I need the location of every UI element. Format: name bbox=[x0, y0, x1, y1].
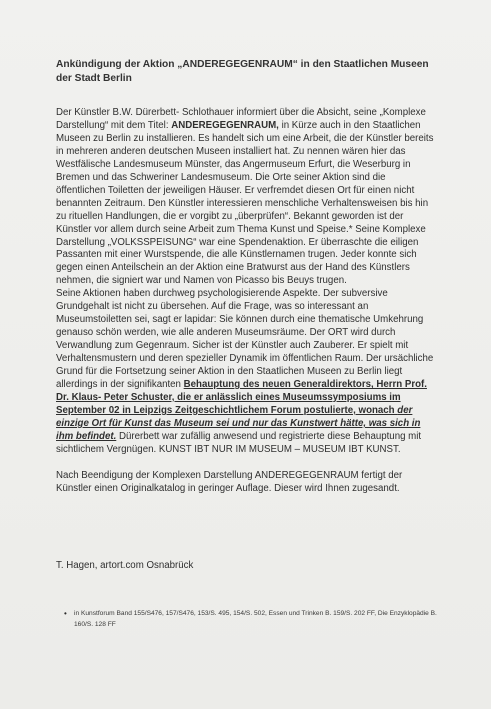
p2-text-c: Dürerbett war zufällig anwesend und registrierte diese Behauptung mit sichtlichem Vergnügen. KUNST IBT NUR IM MUSEUM – MUSEUM IBT KUNST. bbox=[56, 430, 422, 455]
paragraph-2 bbox=[56, 288, 436, 456]
p2-text-a: Seine Aktionen haben durchweg psychologisierende Aspekte. Der subversive Grundgehalt ist nicht zu übersehen. Auf die Frage, was so interessant an Museumstoiletten sei, sagt er lapidar: Sie können durch eine thematische Umkehrung genauso schön werden, wie alle anderen Museumsräume. Der ORT wird durch Verwandlung zum Gegenraum. Sicher ist der Künstler auch Zauberer. Er spielt mit Verhaltensmustern und deren spezieller Dynamik im öffentlichen Raum. Der ursächliche Grund für die Fortsetzung seiner Aktion in den Staatlichen Museen zu Berlin liegt allerdings in der signifikanten bbox=[56, 288, 434, 391]
underlined-italic-quote: der einzige Ort für Kunst das Museum sei und nur das Kunstwert hätte, was sich in ihm befindet. bbox=[56, 404, 421, 442]
paragraph-3: Nach Beendigung der Komplexen Darstellung ANDEREGEGENRAUM fertigt der Künstler einen Originalkatalog in geringer Auflage. Dieser wird Ihnen zugesandt. bbox=[56, 469, 403, 494]
underlined-quote: Behauptung des neuen Generaldirektors, Herrn Prof. Dr. Klaus- Peter Schuster, die er anlässlich eines Museumssymposiums im September 02 in Leipzigs Zeitgeschichtlichem Forum postulierte, wonach bbox=[56, 379, 427, 416]
signature: T. Hagen, artort.com Osnabrück bbox=[56, 560, 194, 571]
footnote-bullet: • bbox=[64, 609, 67, 618]
p1-text-a: Der Künstler B.W. Dürerbett- Schlothauer informiert über die Absicht, seine „Komplexe Darstellung“ mit dem Titel: bbox=[56, 107, 426, 131]
document-title: Ankündigung der Aktion „ANDEREGEGENRAUM“ in den Staatlichen Museen der Stadt Berlin bbox=[56, 59, 429, 84]
artwork-title: ANDEREGEGENRAUM, bbox=[171, 119, 279, 131]
footnote: in Kunstforum Band 155/S476, 157/S476, 153/S. 495, 154/S. 502, Essen und Trinken B. 159/S. 202 FF, Die Enzyklopädie B. 160/S. 128 FF bbox=[74, 610, 437, 628]
paragraph-1 bbox=[56, 107, 436, 288]
p1-text-c: in Kürze auch in den Staatlichen Museen zu Berlin zu installieren. Es handelt sich um eine Arbeit, die der Künstler bereits in mehreren anderen deutschen Museen installiert hat. Zu nennen wären hier das Westfälische Landesmuseum Münster, das Angermuseum Erfurt, die Weserburg in Bremen und das Schweriner Landesmuseum. Die Orte seiner Aktion sind die öffentlichen Toiletten der jeweiligen Häuser. Er verfremdet diesen Ort für einen nicht benannten Zeitraum. Den Künstler interessieren menschliche Verhaltensweisen bis hin zu rituellen Handlungen, die er vorgibt zu „überprüfen“. Bekannt geworden ist der Künstler vor allem durch seine Arbeit zum Thema Kunst und Speise.* Seine Komplexe Darstellung „VOLKSSPEISUNG“ war eine Spendenaktion. Er überraschte die eiligen Passanten mit einer Wurstspende, die alle Künstlernamen trugen. Jeder konnte sich gegen einen Anteilschein an der Aktion eine Bratwurst aus der Hand des Künstlers nehmen, die signiert war und Namen von Picasso bis Beuys trugen. bbox=[56, 119, 434, 287]
body-text bbox=[56, 107, 436, 496]
